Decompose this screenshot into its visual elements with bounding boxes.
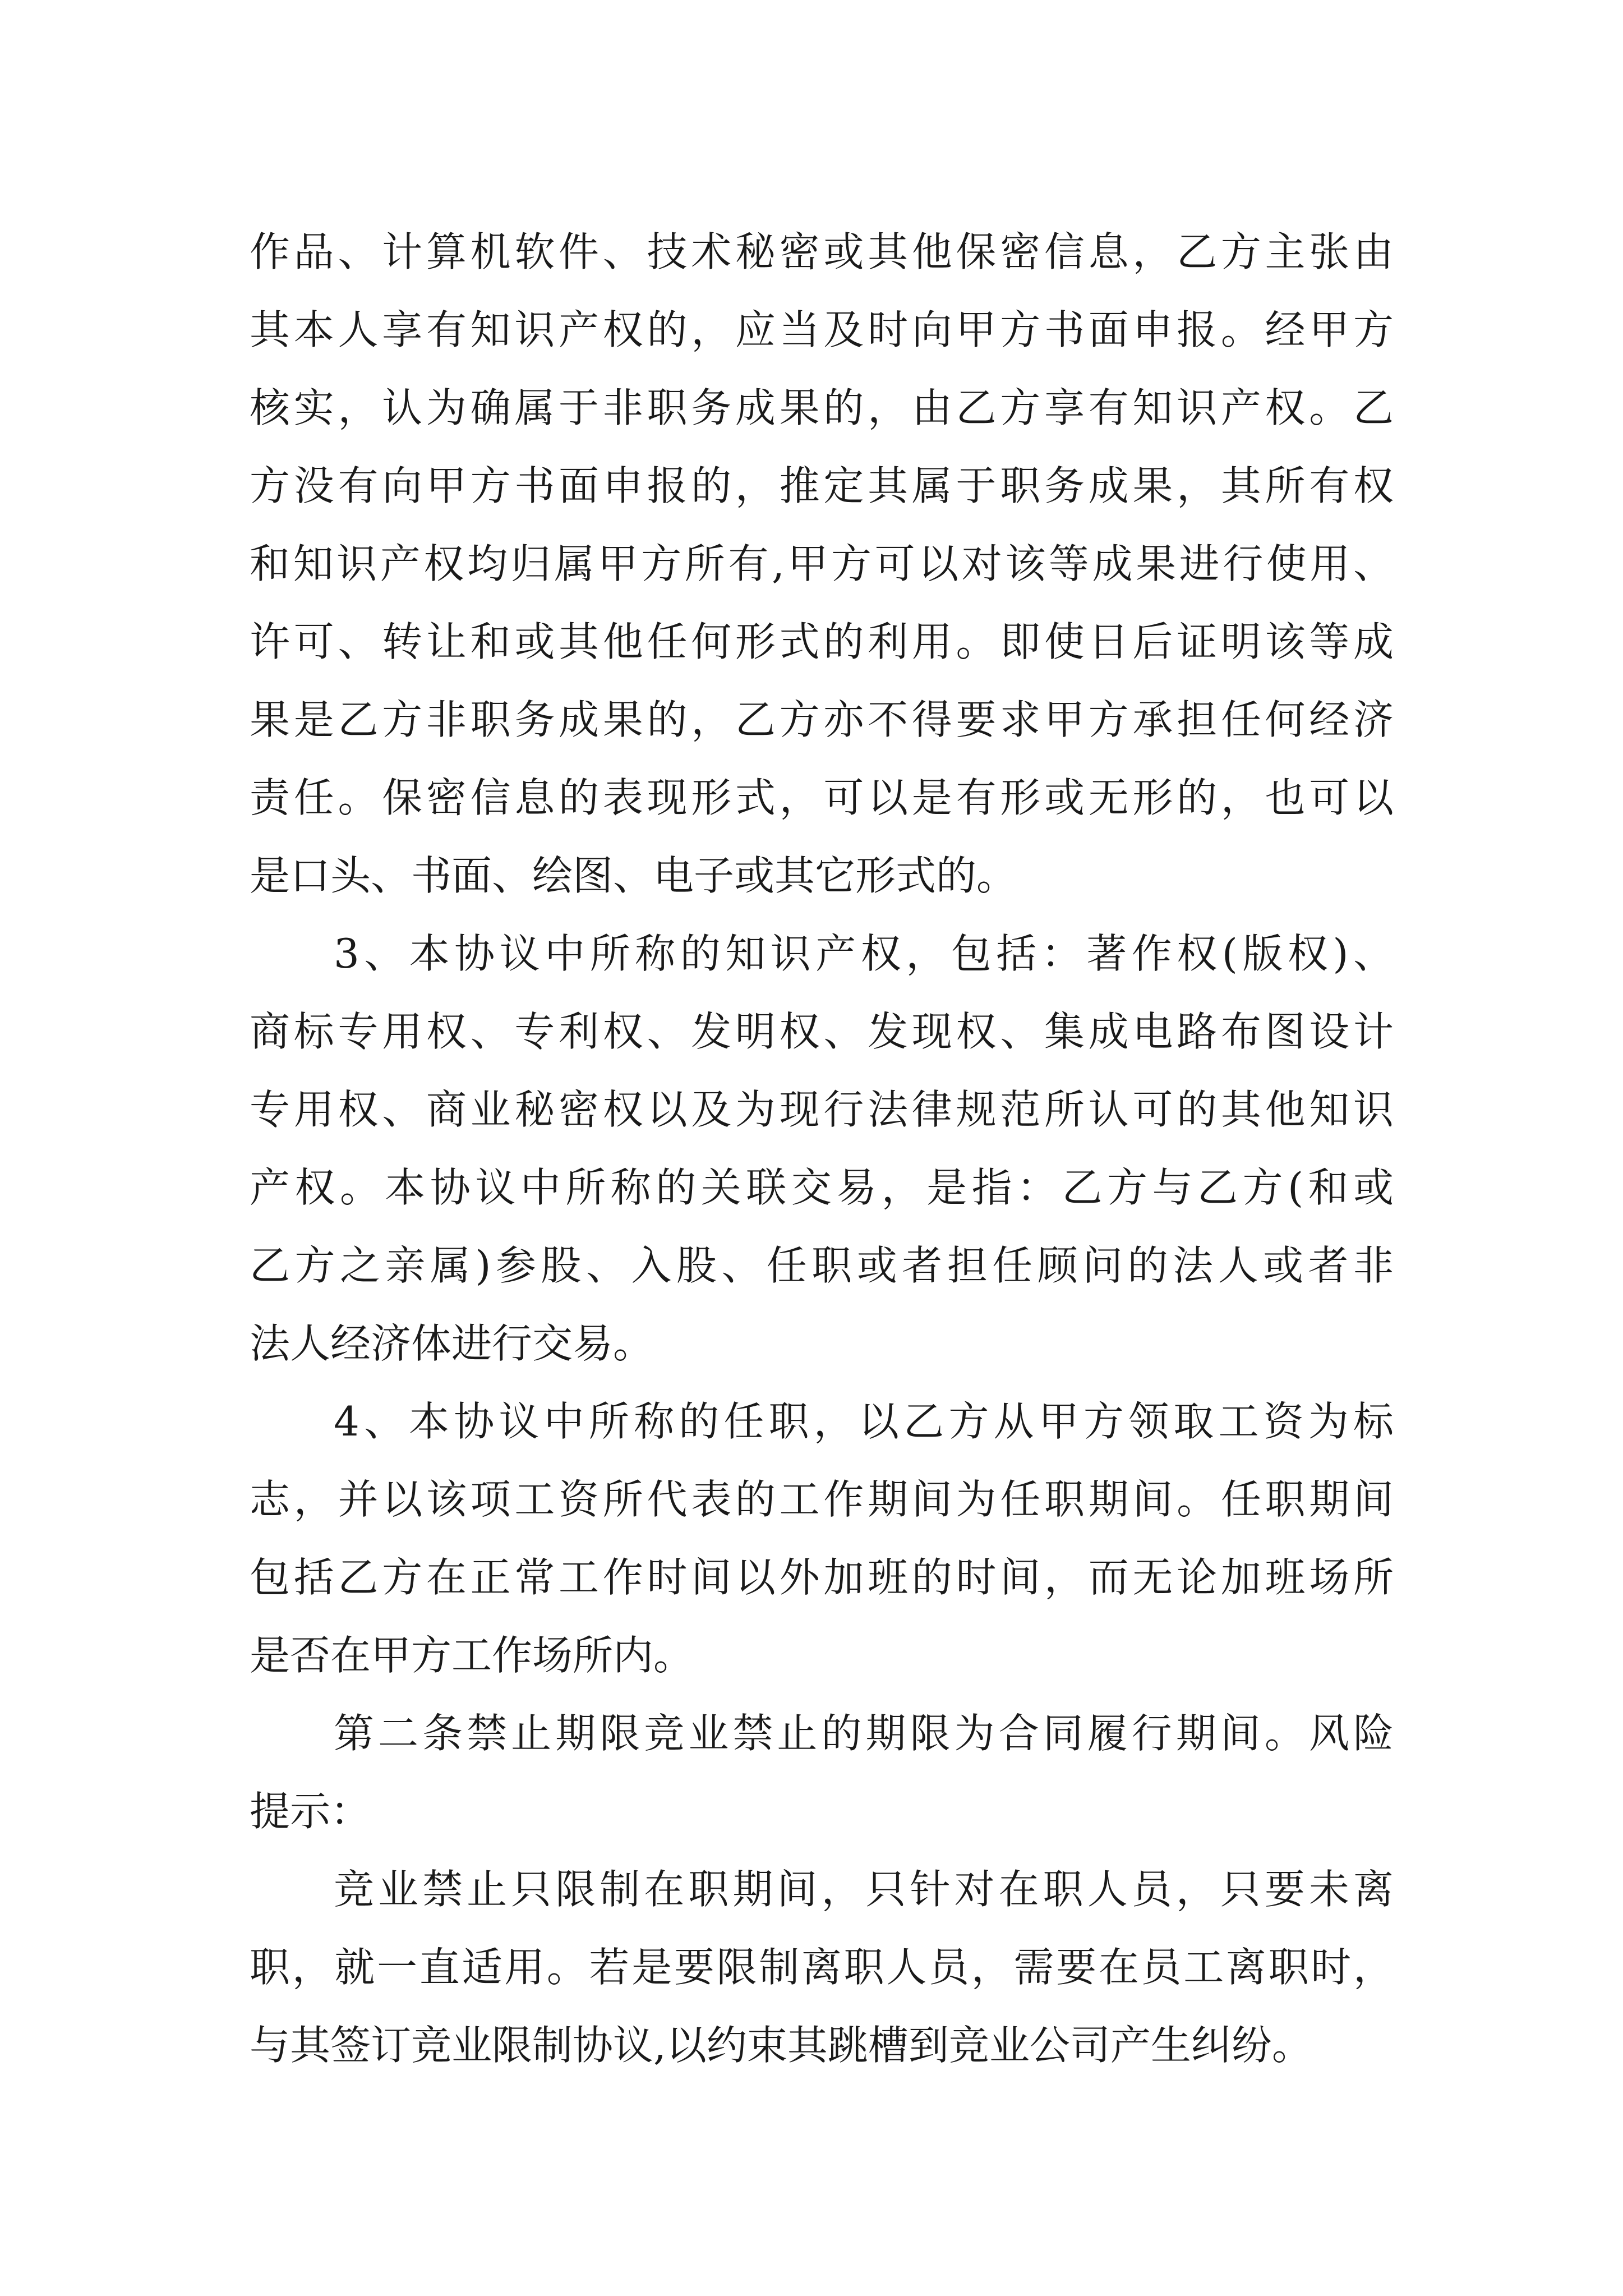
text-line: 产权。本协议中所称的关联交易，是指：乙方与乙方(和或 [250,1164,1394,1211]
text-line: 志，并以该项工资所代表的工作期间为任职期间。任职期间 [250,1476,1394,1523]
document-body [250,213,1394,2085]
risk-note-line: 竞业禁止只限制在职期间，只针对在职人员，只要未离 [334,1866,1394,1913]
text-line: 果是乙方非职务成果的，乙方亦不得要求甲方承担任何经济 [250,696,1394,743]
text-line: 作品、计算机软件、技术秘密或其他保密信息，乙方主张由 [250,228,1394,275]
text-line: 提示： [250,1788,371,1835]
text-line: 是否在甲方工作场所内。 [250,1632,694,1679]
text-line: 核实，认为确属于非职务成果的，由乙方享有知识产权。乙 [250,384,1394,431]
text-line: 乙方之亲属)参股、入股、任职或者担任顾问的法人或者非 [250,1242,1394,1289]
text-line: 许可、转让和或其他任何形式的利用。即使日后证明该等成 [250,618,1394,665]
text-line: 专用权、商业秘密权以及为现行法律规范所认可的其他知识 [250,1086,1394,1133]
text-line: 方没有向甲方书面申报的，推定其属于职务成果，其所有权 [250,462,1394,509]
text-line: 商标专用权、专利权、发明权、发现权、集成电路布图设计 [250,1008,1394,1055]
text-line: 责任。保密信息的表现形式，可以是有形或无形的，也可以 [250,774,1394,821]
clause-3-line: 3、本协议中所称的知识产权，包括：著作权(版权)、 [334,930,1394,977]
clause-4-line: 4、本协议中所称的任职，以乙方从甲方领取工资为标 [334,1398,1394,1445]
text-line: 其本人享有知识产权的，应当及时向甲方书面申报。经甲方 [250,306,1394,353]
text-line: 是口头、书面、绘图、电子或其它形式的。 [250,852,1017,899]
text-line: 和知识产权均归属甲方所有,甲方可以对该等成果进行使用、 [250,540,1394,587]
text-line: 与其签订竞业限制协议,以约束其跳槽到竞业公司产生纠纷。 [250,2022,1312,2069]
text-line: 包括乙方在正常工作时间以外加班的时间，而无论加班场所 [250,1554,1394,1601]
text-line: 法人经济体进行交易。 [250,1320,654,1367]
article-2-line: 第二条禁止期限竞业禁止的期限为合同履行期间。风险 [334,1710,1394,1757]
text-line: 职，就一直适用。若是要限制离职人员，需要在员工离职时， [250,1944,1394,1991]
